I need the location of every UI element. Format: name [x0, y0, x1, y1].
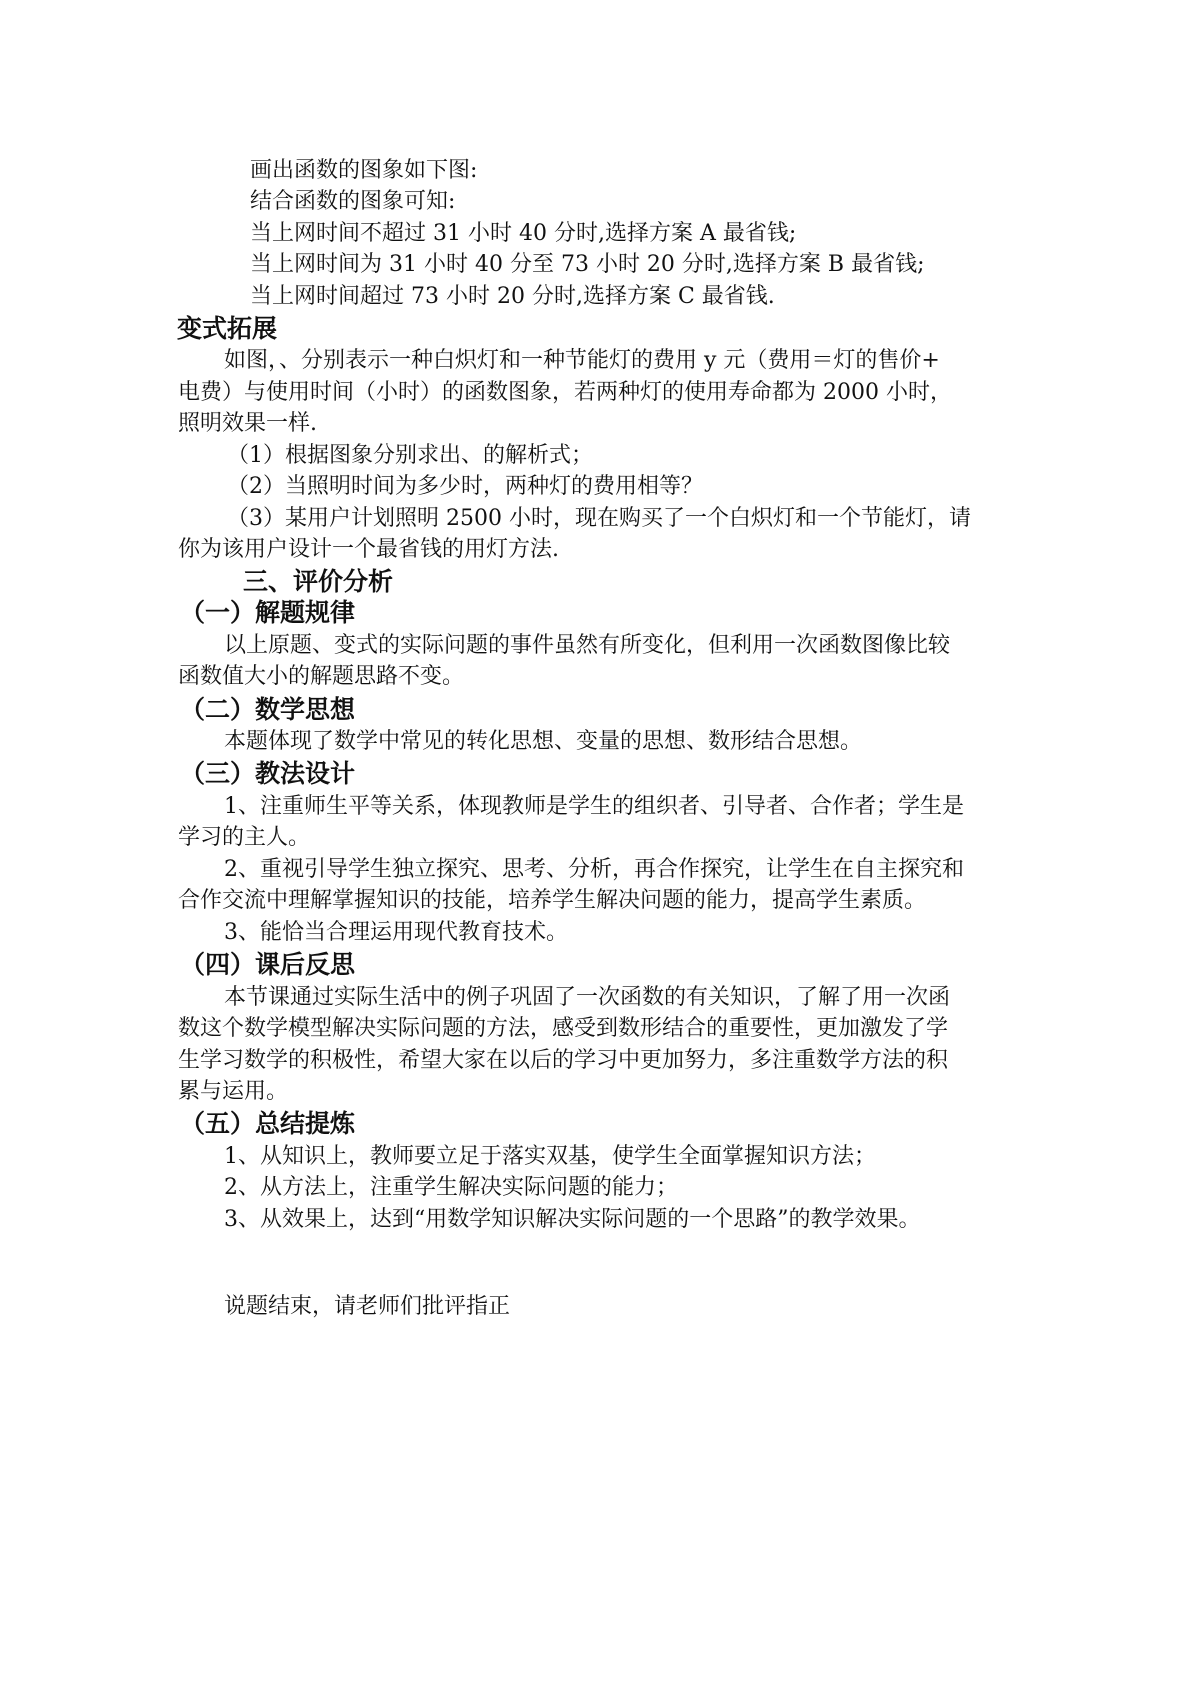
- section-3-heading: （三）教法设计: [180, 759, 356, 788]
- section-1-line-2: 函数值大小的解题思路不变。: [178, 664, 465, 689]
- closing-remark: 说题结束，请老师们批评指正: [224, 1294, 511, 1319]
- section-4-line-2: 数这个数学模型解决实际问题的方法，感受到数形结合的重要性，更加激发了学: [178, 1016, 949, 1041]
- section-5-item-2: 2、从方法上，注重学生解决实际问题的能力；: [224, 1175, 678, 1200]
- section-1-heading: （一）解题规律: [180, 598, 356, 627]
- section-2-line-1: 本题体现了数学中常见的转化思想、变量的思想、数形结合思想。: [224, 729, 863, 754]
- variation-heading: 变式拓展: [177, 314, 278, 343]
- variation-paragraph-line-2: 电费）与使用时间（小时）的函数图象，若两种灯的使用寿命都为 2000 小时，: [178, 380, 952, 405]
- section-3-item-2-line-2: 合作交流中理解掌握知识的技能，培养学生解决问题的能力，提高学生素质。: [178, 888, 927, 913]
- intro-line-4: 当上网时间为 31 小时 40 分至 73 小时 20 分时,选择方案 B 最省钱;: [250, 252, 925, 277]
- section-1-line-1: 以上原题、变式的实际问题的事件虽然有所变化，但利用一次函数图像比较: [224, 633, 951, 658]
- variation-question-3-line-2: 你为该用户设计一个最省钱的用灯方法.: [178, 537, 559, 562]
- variation-question-1: （1）根据图象分别求出、的解析式；: [227, 443, 593, 468]
- section-2-heading: （二）数学思想: [180, 695, 356, 724]
- section-5-item-1: 1、从知识上，教师要立足于落实双基，使学生全面掌握知识方法；: [224, 1144, 876, 1169]
- section-5-item-3: 3、从效果上，达到“用数学知识解决实际问题的一个思路”的教学效果。: [224, 1207, 921, 1232]
- section-3-item-3: 3、能恰当合理运用现代教育技术。: [224, 920, 568, 945]
- variation-question-2: （2）当照明时间为多少时，两种灯的费用相等？: [227, 474, 703, 499]
- section-5-heading: （五）总结提炼: [180, 1109, 356, 1138]
- section-3-item-2-line-1: 2、重视引导学生独立探究、思考、分析，再合作探究，让学生在自主探究和: [224, 857, 964, 882]
- intro-line-3: 当上网时间不超过 31 小时 40 分时,选择方案 A 最省钱;: [250, 221, 797, 246]
- section-4-line-1: 本节课通过实际生活中的例子巩固了一次函数的有关知识，了解了用一次函: [224, 985, 951, 1010]
- variation-paragraph-line-1: 如图，、分别表示一种白炽灯和一种节能灯的费用 y 元（费用＝灯的售价+: [224, 348, 940, 373]
- variation-question-3-line-1: （3）某用户计划照明 2500 小时，现在购买了一个白炽灯和一个节能灯，请: [227, 506, 971, 531]
- section-4-line-4: 累与运用。: [178, 1079, 289, 1104]
- section-3-item-1-line-1: 1、注重师生平等关系，体现教师是学生的组织者、引导者、合作者；学生是: [224, 794, 964, 819]
- intro-line-5: 当上网时间超过 73 小时 20 分时,选择方案 C 最省钱.: [250, 284, 775, 309]
- intro-line-1: 画出函数的图象如下图:: [250, 158, 478, 183]
- section-4-heading: （四）课后反思: [180, 950, 356, 979]
- evaluation-heading: 三、评价分析: [243, 567, 394, 596]
- intro-line-2: 结合函数的图象可知:: [250, 189, 456, 214]
- section-3-item-1-line-2: 学习的主人。: [178, 825, 311, 850]
- section-4-line-3: 生学习数学的积极性，希望大家在以后的学习中更加努力，多注重数学方法的积: [178, 1048, 949, 1073]
- variation-paragraph-line-3: 照明效果一样.: [178, 411, 317, 436]
